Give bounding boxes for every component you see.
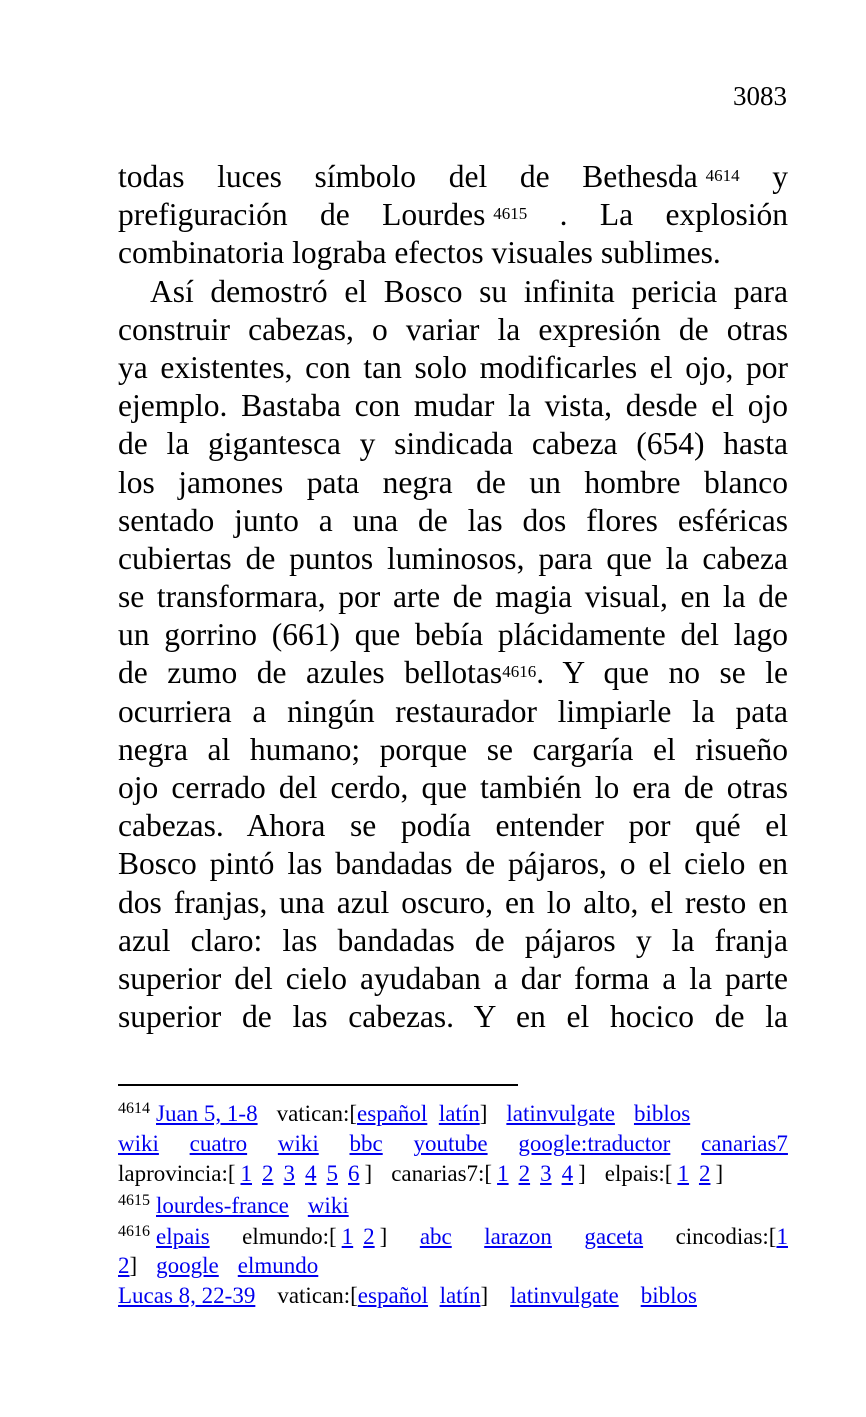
body-line-8: de la gigantesca y sindicada cabeza (654) hasta bbox=[118, 426, 788, 462]
link-cuatro[interactable]: cuatro bbox=[189, 1131, 248, 1156]
link-elpais[interactable]: elpais bbox=[156, 1224, 210, 1249]
body-line-20: dos franjas, una azul oscuro, en lo alto, el resto en bbox=[118, 884, 788, 920]
link-biblos-2[interactable]: biblos bbox=[640, 1283, 697, 1308]
link-elmundo[interactable]: elmundo bbox=[237, 1253, 319, 1278]
link-cincodias-1[interactable]: 1 bbox=[776, 1224, 788, 1249]
canarias7-group: canarias7:[ 1 2 3 4 ] bbox=[391, 1161, 586, 1186]
body-line-16: negra al humano; porque se cargaría el risueño bbox=[118, 731, 788, 767]
link-biblos[interactable]: biblos bbox=[633, 1101, 691, 1126]
link-elpais-1[interactable]: 1 bbox=[677, 1161, 689, 1186]
footnote-4614-line-1 bbox=[118, 1099, 788, 1129]
body-text bbox=[118, 158, 788, 1036]
link-canarias7-2[interactable]: 2 bbox=[518, 1161, 531, 1186]
link-latinvulgate-2[interactable]: latinvulgate bbox=[510, 1283, 619, 1308]
footnote-number: 4616 bbox=[118, 1223, 150, 1240]
link-laprovincia-1[interactable]: 1 bbox=[240, 1161, 253, 1186]
link-canarias7-1[interactable]: 1 bbox=[497, 1161, 509, 1186]
cincodias-group: cincodias:[1 bbox=[675, 1224, 788, 1249]
footnote-4616-line-3 bbox=[118, 1281, 788, 1311]
link-cincodias-2[interactable]: 2 bbox=[118, 1253, 130, 1278]
link-wiki-lourdes[interactable]: wiki bbox=[307, 1193, 349, 1218]
footnotes bbox=[118, 1099, 788, 1311]
link-lucas[interactable]: Lucas 8, 22-39 bbox=[118, 1283, 256, 1308]
link-juan[interactable]: Juan 5, 1-8 bbox=[156, 1101, 258, 1126]
body-line-12: se transformara, por arte de magia visual, en la de bbox=[118, 579, 788, 615]
elpais-group: elpais:[ 1 2 ] bbox=[604, 1161, 724, 1186]
body-line-3: combinatoria lograba efectos visuales sublimes. bbox=[118, 235, 721, 271]
link-wiki-2[interactable]: wiki bbox=[277, 1131, 319, 1156]
link-laprovincia-3[interactable]: 3 bbox=[283, 1161, 296, 1186]
link-latin[interactable]: latín bbox=[438, 1101, 480, 1126]
link-laprovincia-4[interactable]: 4 bbox=[305, 1161, 317, 1186]
footnote-4616-line-2: 2] google elmundo bbox=[118, 1251, 788, 1281]
link-laprovincia-6[interactable]: 6 bbox=[348, 1161, 360, 1186]
link-elmundo-1[interactable]: 1 bbox=[341, 1224, 354, 1249]
footnote-ref-4615: 4615 bbox=[493, 204, 528, 224]
link-espanol-2[interactable]: español bbox=[357, 1283, 429, 1308]
link-canarias7[interactable]: canarias7 bbox=[701, 1131, 788, 1156]
vatican-group: vatican:[español latín] bbox=[276, 1101, 488, 1126]
body-line-13: un gorrino (661) que bebía plácidamente del lago bbox=[118, 617, 788, 653]
link-google[interactable]: google bbox=[156, 1253, 219, 1278]
body-line-2: prefiguración de Lourdes $^{4615}$ . La explosión bbox=[118, 197, 788, 233]
link-canarias7-4[interactable]: 4 bbox=[561, 1161, 574, 1186]
link-youtube[interactable]: youtube bbox=[413, 1131, 488, 1156]
footnote-4615-line bbox=[118, 1188, 788, 1220]
body-line-23: superior de las cabezas. Y en el hocico de la bbox=[118, 999, 788, 1035]
footnote-number: 4614 bbox=[118, 1100, 150, 1117]
body-line-21: azul claro: las bandadas de pájaros y la franja bbox=[118, 922, 788, 958]
vatican-group-2: vatican:[español latín] bbox=[277, 1283, 489, 1308]
body-line-1: todas luces símbolo del de Bethesda $^{4614}$ y bbox=[118, 159, 788, 194]
body-line-17: ojo cerrado del cerdo, que también lo era de otras bbox=[118, 770, 788, 805]
body-line-7: ejemplo. Bastaba con mudar la vista, desde el ojo bbox=[118, 388, 788, 424]
footnote-4614-line-2 bbox=[118, 1129, 788, 1159]
footnote-4616-line-1 bbox=[118, 1220, 788, 1251]
link-elpais-2[interactable]: 2 bbox=[698, 1161, 711, 1186]
body-line-4: Así demostró el Bosco su infinita pericia para bbox=[150, 273, 788, 309]
link-latinvulgate[interactable]: latinvulgate bbox=[506, 1101, 615, 1126]
link-canarias7-3[interactable]: 3 bbox=[540, 1161, 552, 1186]
footnote-number: 4615 bbox=[118, 1192, 150, 1209]
body-line-18: cabezas. Ahora se podía entender por qué el bbox=[118, 808, 788, 844]
footnote-divider bbox=[118, 1084, 518, 1086]
link-lourdes-france[interactable]: lourdes-france bbox=[156, 1193, 289, 1218]
link-elmundo-2[interactable]: 2 bbox=[363, 1224, 375, 1249]
link-abc[interactable]: abc bbox=[419, 1224, 452, 1249]
link-espanol[interactable]: español bbox=[357, 1101, 428, 1126]
link-bbc[interactable]: bbc bbox=[349, 1131, 383, 1156]
body-line-9: los jamones pata negra de un hombre blanco bbox=[118, 464, 788, 500]
body-line-22: superior del cielo ayudaban a dar forma a la parte bbox=[118, 960, 788, 996]
link-laprovincia-5[interactable]: 5 bbox=[326, 1161, 339, 1186]
link-google-traductor[interactable]: google:traductor bbox=[518, 1131, 671, 1156]
body-line-10: sentado junto a una de las dos flores esféricas bbox=[118, 502, 788, 538]
footnote-ref-4614: 4614 bbox=[705, 166, 740, 185]
body-line-5: construir cabezas, o variar la expresión de otras bbox=[118, 311, 788, 347]
link-laprovincia-2[interactable]: 2 bbox=[262, 1161, 274, 1186]
body-line-11: cubiertas de puntos luminosos, para que la cabeza bbox=[118, 540, 788, 576]
footnote-4614-line-3 bbox=[118, 1159, 788, 1188]
link-latin-2[interactable]: latín bbox=[439, 1283, 481, 1308]
link-gaceta[interactable]: gaceta bbox=[584, 1224, 644, 1249]
body-line-19: Bosco pintó las bandadas de pájaros, o el cielo en bbox=[118, 846, 788, 882]
page-number: 3083 bbox=[733, 81, 787, 111]
footnote-ref-4616: 4616 bbox=[502, 662, 537, 682]
link-wiki[interactable]: wiki bbox=[118, 1131, 159, 1156]
link-larazon[interactable]: larazon bbox=[484, 1224, 552, 1249]
elmundo-group: elmundo:[ 1 2 ] bbox=[242, 1224, 388, 1249]
body-line-14: de zumo de azules bellotas$^{4616}$. Y que no se le bbox=[118, 655, 788, 691]
body-line-15: ocurriera a ningún restaurador limpiarle la pata bbox=[118, 693, 788, 729]
laprovincia-group: laprovincia:[ 1 2 3 4 5 6 ] bbox=[118, 1161, 373, 1186]
body-line-6: ya existentes, con tan solo modificarles el ojo, por bbox=[118, 349, 788, 385]
